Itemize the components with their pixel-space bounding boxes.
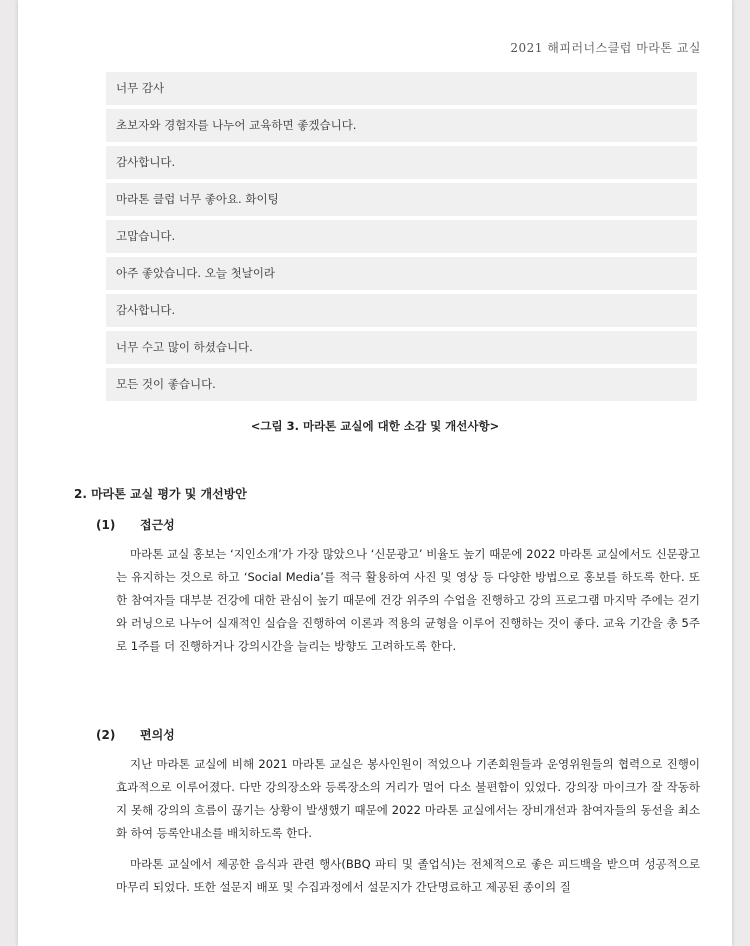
comment-row: 감사합니다. xyxy=(106,146,697,179)
figure-caption: <그림 3. 마라톤 교실에 대한 소감 및 개선사항> xyxy=(250,419,500,433)
subsection-number: (1) xyxy=(96,518,116,532)
subsection-heading-convenience xyxy=(96,726,175,743)
comment-row: 너무 수고 많이 하셨습니다. xyxy=(106,331,697,364)
subsection-number: (2) xyxy=(96,728,116,742)
comment-row: 감사합니다. xyxy=(106,294,697,327)
subsection-heading-accessibility xyxy=(96,516,175,533)
comment-table xyxy=(106,72,697,405)
document-page xyxy=(18,0,732,946)
subsection-title: 접근성 xyxy=(140,518,175,532)
paragraph-convenience-1: 지난 마라톤 교실에 비해 2021 마라톤 교실은 봉사인원이 적었으나 기존회원들과 운영위원들의 협력으로 진행이 효과적으로 이루어졌다. 다만 강의장소와 등록장소의 거리가 멀어 다소 불편함이 있었다. 강의장 마이크가 잘 작동하지 못해 강의의 흐름이 끊기는 상황이 발생했기 때문에 2022 마라톤 교실에서는 장비개선과 참여자들의 동선을 최소화 하여 등록안내소를 배치하도록 한다. xyxy=(116,757,700,840)
paragraph-accessibility: 마라톤 교실 홍보는 ‘지인소개’가 가장 많았으나 ‘신문광고’ 비율도 높기 때문에 2022 마라톤 교실에서도 신문광고는 유지하는 것으로 하고 ‘Social Media’를 적극 활용하여 사진 및 영상 등 다양한 방법으로 홍보를 하도록 한다. 또한 참여자들 대부분 건강에 대한 관심이 높기 때문에 건강 위주의 수업을 진행하고 강의 프로그램 마지막 주에는 걷기와 러닝으로 나누어 실재적인 실습을 진행하여 이론과 적용의 균형을 이루어 진행하는 것이 좋다. 교육 기간을 총 5주로 1주를 더 진행하거나 강의시간을 늘리는 방향도 고려하도록 한다. xyxy=(116,547,700,653)
section-heading: 2. 마라톤 교실 평가 및 개선방안 xyxy=(74,487,247,501)
running-header: 2021 해피러너스클럽 마라톤 교실 xyxy=(510,41,701,55)
comment-row: 모든 것이 좋습니다. xyxy=(106,368,697,401)
comment-row: 초보자와 경험자를 나누어 교육하면 좋겠습니다. xyxy=(106,109,697,142)
comment-row: 너무 감사 xyxy=(106,72,697,105)
comment-row: 아주 좋았습니다. 오늘 첫날이라 xyxy=(106,257,697,290)
paragraph-convenience-2: 마라톤 교실에서 제공한 음식과 관련 행사(BBQ 파티 및 졸업식)는 전체적으로 좋은 피드백을 받으며 성공적으로 마무리 되었다. 또한 설문지 배포 및 수집과정에서 설문지가 간단명료하고 제공된 종이의 질 xyxy=(116,857,700,894)
comment-row: 마라톤 클럽 너무 좋아요. 화이팅 xyxy=(106,183,697,216)
subsection-title: 편의성 xyxy=(140,728,175,742)
comment-row: 고맙습니다. xyxy=(106,220,697,253)
